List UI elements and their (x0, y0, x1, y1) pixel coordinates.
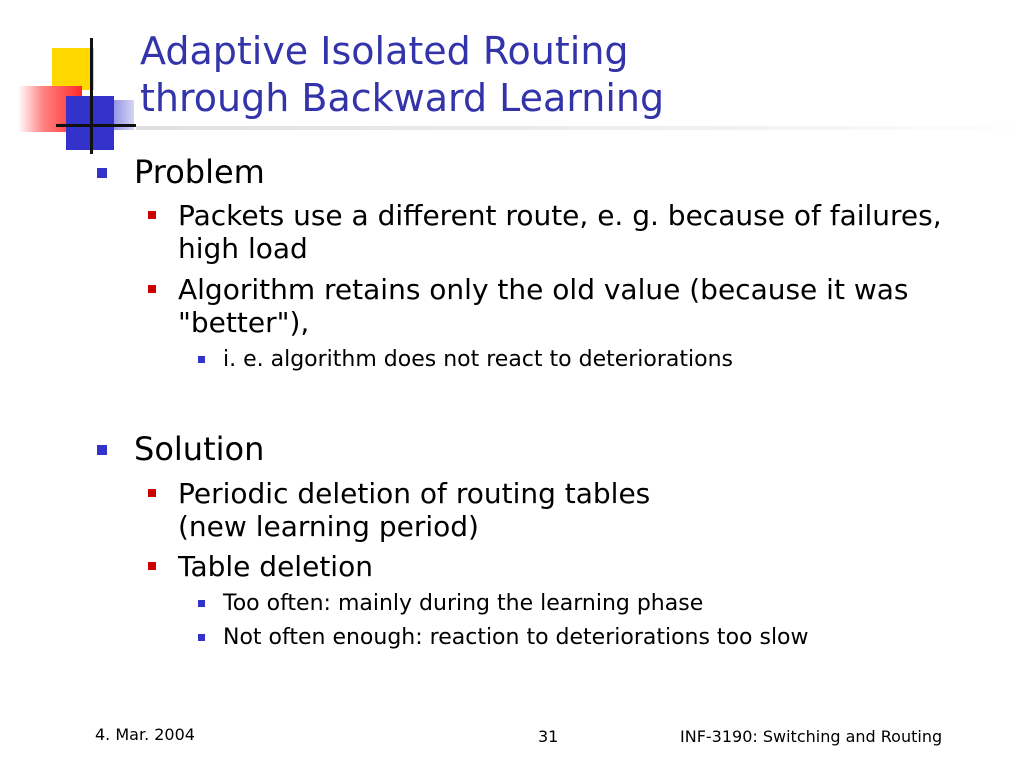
square-bullet-icon (97, 445, 107, 455)
bullet-text: Too often: mainly during the learning phase (223, 591, 704, 616)
bullet-solution-subpoint-1 (223, 590, 983, 618)
bullet-solution-text: Solution (134, 430, 265, 468)
slide-title-line-2: through Backward Learning (140, 76, 665, 120)
bullet-problem-text: Problem (134, 153, 265, 191)
bullet-text: Not often enough: reaction to deteriorations too slow (223, 625, 809, 650)
square-bullet-icon (198, 600, 205, 607)
square-bullet-icon (148, 211, 156, 219)
bullet-solution-point-2 (178, 550, 978, 583)
square-bullet-icon (97, 168, 107, 178)
bullet-problem-point-2 (178, 273, 978, 339)
bullet-solution (134, 431, 264, 467)
footer-date: 4. Mar. 2004 (95, 725, 195, 744)
slide-title-line-1: Adaptive Isolated Routing (140, 29, 629, 73)
square-bullet-icon (148, 489, 156, 497)
square-bullet-icon (198, 356, 205, 363)
bullet-text: Table deletion (178, 550, 373, 583)
bullet-text: i. e. algorithm does not react to deteriorations (223, 347, 734, 372)
bullet-text-line-2: (new learning period) (178, 510, 479, 543)
bullet-problem (134, 154, 265, 190)
footer-course-name: INF-3190: Switching and Routing (680, 727, 943, 746)
square-bullet-icon (148, 562, 156, 570)
bullet-solution-subpoint-2 (223, 624, 983, 652)
footer-page-number: 31 (538, 727, 559, 746)
square-bullet-icon (148, 285, 156, 293)
bullet-problem-point-1 (178, 199, 978, 265)
bullet-solution-point-1 (178, 477, 978, 543)
square-bullet-icon (198, 634, 205, 641)
bullet-text: Packets use a different route, e. g. because of failures, high load (178, 199, 942, 265)
bullet-text-line-1: Periodic deletion of routing tables (178, 477, 651, 510)
bullet-text: Algorithm retains only the old value (because it was "better"), (178, 273, 909, 339)
bullet-problem-subpoint (223, 346, 983, 374)
